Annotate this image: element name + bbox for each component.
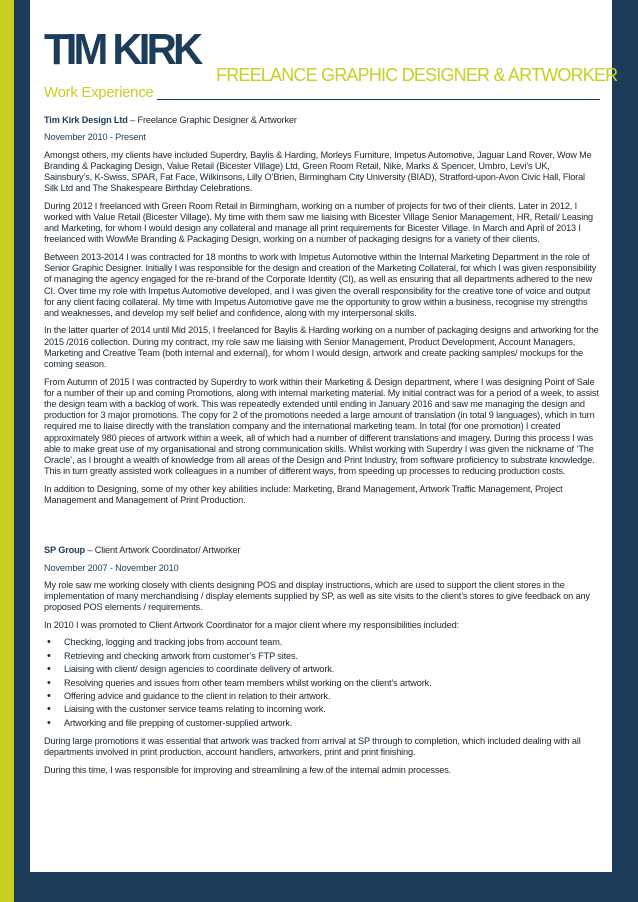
role-title: – Freelance Graphic Designer & Artworker	[127, 115, 297, 125]
job-paragraph: During 2012 I freelanced with Green Room Retail in Birmingham, working on a number of projects for two of their clients. Later in 2012, I worked with Value Retail (Bicester Village). My time with them saw me liaising with Bicester Village Senior Management, HR, Retail/ Leasing and Marketing, for whom I would design any collateral and manage all print requirements for Bicester Village. In March and April of 2013 I freelanced with WowMe Branding & Packaging Design, working on a number of packaging designs for a variety of their clients.	[44, 200, 594, 245]
resume-header	[44, 25, 618, 104]
job-paragraph: From Autumn of 2015 I was contracted by Superdry to work within their Marketing & Design department, where I was designing Point of Sale for a number of their up and coming Promotions, along with internal marketing material. My initial contract was for a period of a week, to assist the design team with a backlog of work. This was repeatedly extended until ending in January 2016 and saw me managing the design and production for 3 major promotions. The copy for 2 of the promotions needed a large amount of translation (in total 9 languages), which in turn required me to liaise directly with the translation company and the international marketing team. In total (for one promotion) I created approximately 980 pieces of artwork within a week, all of which had a number of different translations and imagery. During this process I was able to make great use of my organisational and strong communication skills. Whilst working with Superdry I was given the nickname of ‘The Oracle’, as I brought a wealth of knowledge from all areas of the Design and Print Industry, from software proficiency to substrate knowledge. This in turn greatly assisted work colleagues in a number of different ways, from speeding up processes to reducing production costs.	[44, 376, 599, 477]
job-paragraph: My role saw me working closely with clients designing POS and display instructions, which are used to support the client stores in the implementation of many merchandising / display elements supplied by SP, as well as site visits to the client’s stores to give feedback on any proposed POS elements / requirements.	[44, 580, 590, 613]
responsibilities-list	[44, 637, 600, 729]
list-item: • Checking, logging and tracking jobs from account team.	[44, 637, 600, 648]
company-name: Tim Kirk Design Ltd	[44, 115, 128, 125]
list-item: • Offering advice and guidance to the client in relation to their artwork.	[44, 691, 600, 702]
job-paragraph: In the latter quarter of 2014 until Mid 2015, I freelanced for Baylis & Harding working on a number of packaging designs and artworking for the 2015 /2016 collection. During my contract, my role saw me liaising with Senior Management, Product Development, Account Managers, Marketing and Creative Team (both internal and external), for whom I would design, artwork and create packing samples/ mockups for the coming season.	[44, 325, 599, 370]
list-item: • Retrieving and checking artwork from customer’s FTP sites.	[44, 651, 600, 662]
company-name: SP Group	[44, 545, 86, 556]
job-title: FREELANCE GRAPHIC DESIGNER & ARTWORKER	[216, 65, 618, 85]
work-experience	[44, 115, 600, 776]
job-heading	[44, 115, 600, 126]
bottom-lime-corner	[0, 872, 14, 902]
role-title: – Client Artwork Coordinator/ Artworker	[85, 545, 241, 556]
right-accent-bar	[612, 0, 638, 902]
job-paragraph: Amongst others, my clients have included Superdry, Baylis & Harding, Morleys Furniture, Impetus Automotive, Jaguar Land Rover, Wow Me Branding & Packaging Design, Value Retail (Bicester Village) Ltd, Green Room Retail, Nike, Marks & Spencer, Umbro, Levi’s UK, Sainsbury’s, K-Swiss, SPAR, Fat Face, Wilkinsons, Lilly O’Brien, Birmingham City University (BIAD), Stratford-upon-Avon Civic Hall, Floral Silk Ltd and The Shakespeare Birthday Celebrations.	[44, 149, 592, 194]
resume-page	[44, 25, 618, 782]
candidate-name: TIM KIRK	[44, 25, 200, 74]
job-paragraph: In addition to Designing, some of my other key abilities include: Marketing, Brand Management, Artwork Traffic Management, Project Management and Management of Print Production.	[44, 483, 563, 505]
list-item: • Resolving queries and issues from other team members whilst working on the client’s artwork.	[44, 678, 600, 689]
job-dates: November 2007 - November 2010	[44, 562, 179, 573]
left-accent-bar-navy	[14, 0, 30, 902]
bottom-accent-bar	[0, 872, 638, 902]
list-item: • Artworking and file prepping of customer-supplied artwork.	[44, 718, 600, 729]
job-dates: November 2010 - Present	[44, 132, 146, 143]
section-spacer	[44, 512, 600, 534]
left-accent-bar-lime	[0, 0, 14, 902]
job-paragraph: Between 2013-2014 I was contracted for 18 months to work with Impetus Automotive within the Internal Marketing Department in the role of Senior Graphic Designer. Initially I was responsible for the design and creation of the Marketing Collateral, for which I was given responsibility of managing the agency engaged for the re-brand of the Corporate Identity (CI), as well as ensuring that all departments adhered to the new CI. Over time my role with Impetus Automotive developed, and I was given the overall responsibility for the creative tone of voice and output for any client facing collateral. My time with Impetus Automotive gave me the opportunity to grow within a business, recognise my strengths and weaknesses, and develop my self belief and confidence, along with my interpersonal skills.	[44, 251, 597, 318]
job-heading	[44, 545, 600, 556]
list-item: • Liaising with the customer service teams relating to incoming work.	[44, 704, 600, 715]
job-paragraph: During large promotions it was essential that artwork was tracked from arrival at SP through to completion, which included dealing with all departments involved in print production, account handlers, artworkers, print and print finishing.	[44, 736, 581, 758]
section-title: Work Experience	[44, 85, 157, 101]
list-item: • Liaising with client/ design agencies to coordinate delivery of artwork.	[44, 664, 600, 675]
job-paragraph: In 2010 I was promoted to Client Artwork Coordinator for a major client where my responsibilities included:	[44, 619, 459, 630]
job-paragraph: During this time, I was responsible for improving and streamlining a few of the internal admin processes.	[44, 764, 452, 775]
